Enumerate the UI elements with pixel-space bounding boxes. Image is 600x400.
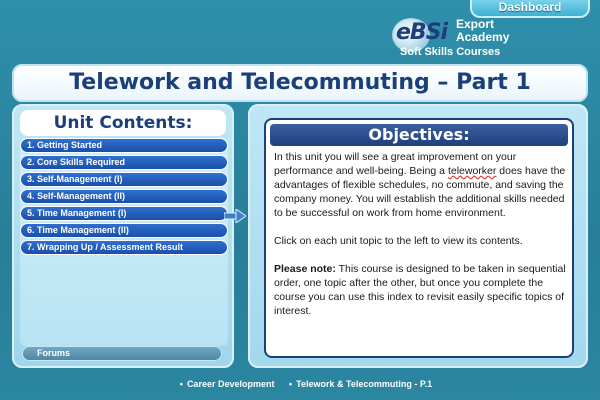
- logo-subtitle: Soft Skills Courses: [400, 46, 501, 58]
- unit-item-time-management-2[interactable]: 6. Time Management (II): [20, 223, 228, 238]
- bullet-icon: •: [179, 379, 183, 389]
- forums-button[interactable]: Forums: [22, 346, 222, 361]
- objectives-note: Please note: This course is designed to be taken in sequential order, one topic after the other, but once you complete the course you can use this index to revisit easily specific topics of interest.: [274, 263, 566, 317]
- footer-breadcrumb: [0, 374, 600, 394]
- page-title: Telework and Telecommuting – Part 1: [69, 70, 531, 95]
- unit-contents-heading: Unit Contents:: [20, 110, 226, 136]
- unit-contents-panel: [12, 104, 234, 368]
- objectives-box: [264, 118, 574, 358]
- unit-item-getting-started[interactable]: 1. Getting Started: [20, 138, 228, 153]
- page-title-bar: [12, 64, 588, 102]
- unit-list: [20, 138, 228, 257]
- logo-mark: eBSi: [396, 20, 448, 45]
- objectives-body: [274, 150, 566, 332]
- dashboard-button[interactable]: Dashboard: [470, 0, 590, 18]
- footer-item-2: Telework & Telecommuting - P.1: [296, 379, 433, 389]
- objectives-heading: Objectives:: [270, 124, 568, 146]
- bullet-icon: •: [289, 379, 293, 389]
- logo-line-1: Export: [456, 17, 495, 31]
- unit-item-wrapping-up[interactable]: 7. Wrapping Up / Assessment Result: [20, 240, 228, 255]
- arrow-right-icon: [224, 209, 246, 223]
- unit-item-self-management-2[interactable]: 4. Self-Management (II): [20, 189, 228, 204]
- logo-line-2: Academy: [456, 30, 510, 44]
- unit-item-time-management-1[interactable]: 5. Time Management (I): [20, 206, 228, 221]
- objectives-paragraph-2: Click on each unit topic to the left to view its contents.: [274, 235, 523, 247]
- unit-item-core-skills[interactable]: 2. Core Skills Required: [20, 155, 228, 170]
- objectives-panel: [248, 104, 588, 368]
- objectives-paragraph-1: In this unit you will see a great improvement on your performance and well-being. Being a teleworker does have the advantages of flexible schedules, no commute, and saving the company money. You will establish the additional skills needed to be successful on work from home environment.: [274, 151, 566, 219]
- unit-item-self-management-1[interactable]: 3. Self-Management (I): [20, 172, 228, 187]
- logo-text: [456, 18, 509, 44]
- footer-item-1: Career Development: [186, 379, 275, 389]
